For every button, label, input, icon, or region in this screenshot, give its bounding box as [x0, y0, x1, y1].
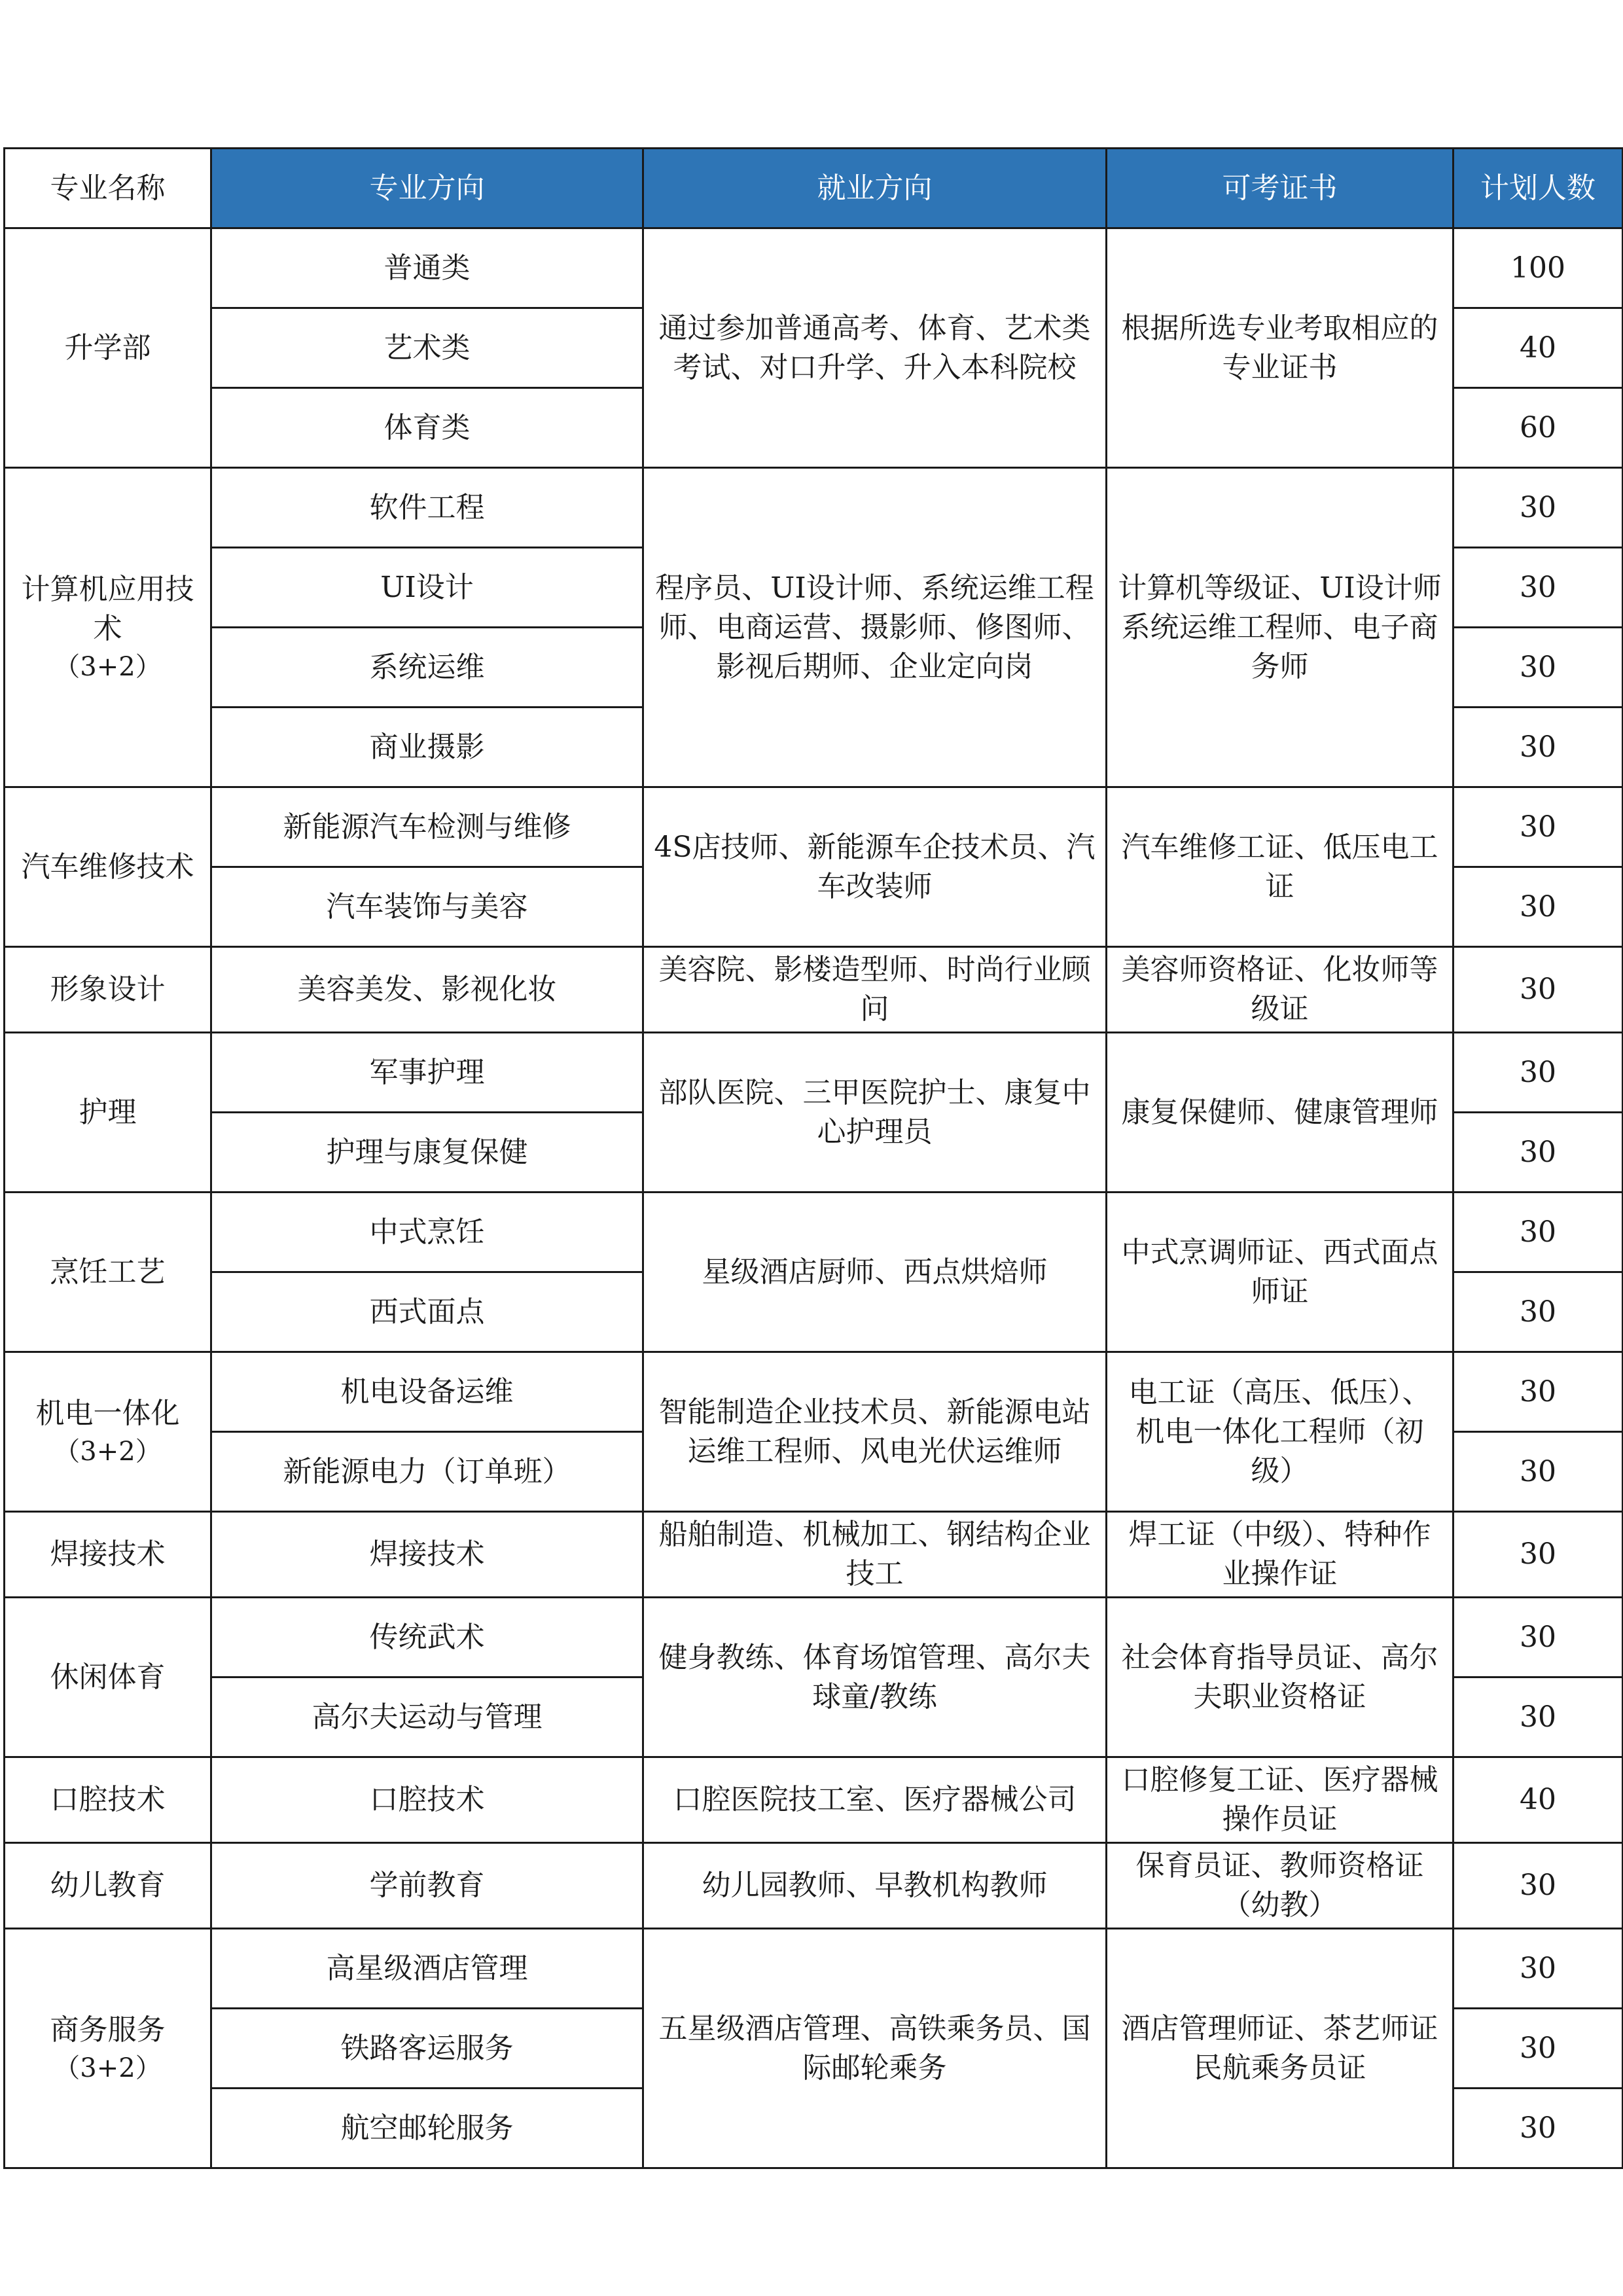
certificate-cell: 康复保健师、健康管理师: [1107, 1033, 1454, 1193]
count-cell: 30: [1454, 1352, 1623, 1432]
major-program-type: （3+2）: [54, 651, 162, 682]
employment-cell: 4S店技师、新能源车企技术员、汽车改装师: [643, 787, 1107, 947]
table-row: [5, 1512, 1623, 1598]
employment-cell: 通过参加普通高考、体育、艺术类考试、对口升学、升入本科院校: [643, 228, 1107, 468]
employment-cell: 程序员、UI设计师、系统运维工程师、电商运营、摄影师、修图师、影视后期师、企业定向岗: [643, 468, 1107, 787]
table-row: [5, 1193, 1623, 1272]
table-row: [5, 1757, 1623, 1843]
major-name-cell: [5, 1033, 211, 1193]
header-certificate: 可考证书: [1107, 149, 1454, 228]
employment-cell: 美容院、影楼造型师、时尚行业顾问: [643, 947, 1107, 1033]
count-cell: 30: [1454, 1929, 1623, 2009]
direction-cell: 中式烹饪: [211, 1193, 643, 1272]
count-cell: 30: [1454, 468, 1623, 548]
employment-cell: 口腔医院技工室、医疗器械公司: [643, 1757, 1107, 1843]
table-row: [5, 1352, 1623, 1432]
count-cell: 30: [1454, 867, 1623, 947]
direction-cell: 护理与康复保健: [211, 1113, 643, 1193]
major-name: 幼儿教育: [50, 1869, 166, 1902]
count-cell: 30: [1454, 1193, 1623, 1272]
direction-cell: 航空邮轮服务: [211, 2089, 643, 2168]
certificate-cell: 焊工证（中级）、特种作业操作证: [1107, 1512, 1454, 1598]
certificate-cell: 社会体育指导员证、高尔夫职业资格证: [1107, 1598, 1454, 1757]
major-name-cell: [5, 787, 211, 947]
count-cell: 30: [1454, 1113, 1623, 1193]
header-major: 专业名称: [5, 149, 211, 228]
certificate-cell: 美容师资格证、化妆师等级证: [1107, 947, 1454, 1033]
major-program-type: （3+2）: [54, 2053, 162, 2083]
table-body: [5, 228, 1623, 2168]
count-cell: 30: [1454, 1432, 1623, 1512]
major-name-cell: [5, 1843, 211, 1929]
direction-cell: UI设计: [211, 548, 643, 628]
table-row: [5, 1033, 1623, 1113]
count-cell: 30: [1454, 708, 1623, 787]
direction-cell: 学前教育: [211, 1843, 643, 1929]
direction-cell: 机电设备运维: [211, 1352, 643, 1432]
count-cell: 30: [1454, 2089, 1623, 2168]
count-cell: 100: [1454, 228, 1623, 308]
employment-cell: 五星级酒店管理、高铁乘务员、国际邮轮乘务: [643, 1929, 1107, 2168]
table-row: [5, 1929, 1623, 2009]
direction-cell: 新能源电力（订单班）: [211, 1432, 643, 1512]
major-name-cell: [5, 1512, 211, 1598]
direction-cell: 高星级酒店管理: [211, 1929, 643, 2009]
table-row: [5, 228, 1623, 308]
major-name: 商务服务: [50, 2013, 166, 2047]
count-cell: 60: [1454, 388, 1623, 468]
major-name: 焊接技术: [50, 1537, 166, 1571]
major-name-cell: [5, 1352, 211, 1512]
major-name: 机电一体化: [35, 1396, 180, 1430]
major-name-cell: [5, 1929, 211, 2168]
direction-cell: 美容美发、影视化妆: [211, 947, 643, 1033]
count-cell: 30: [1454, 1272, 1623, 1352]
major-name: 护理: [79, 1095, 137, 1129]
employment-cell: 智能制造企业技术员、新能源电站运维工程师、风电光伏运维师: [643, 1352, 1107, 1512]
employment-cell: 幼儿园教师、早教机构教师: [643, 1843, 1107, 1929]
major-name: 形象设计: [50, 973, 166, 1006]
count-cell: 30: [1454, 1677, 1623, 1757]
count-cell: 40: [1454, 308, 1623, 388]
direction-cell: 体育类: [211, 388, 643, 468]
major-name-cell: [5, 947, 211, 1033]
direction-cell: 商业摄影: [211, 708, 643, 787]
count-cell: 30: [1454, 1512, 1623, 1598]
major-name-cell: [5, 228, 211, 468]
major-program-type: （3+2）: [54, 1436, 162, 1467]
header-count: 计划人数: [1454, 149, 1623, 228]
count-cell: 30: [1454, 947, 1623, 1033]
major-name: 休闲体育: [50, 1660, 166, 1694]
direction-cell: 艺术类: [211, 308, 643, 388]
employment-cell: 星级酒店厨师、西点烘焙师: [643, 1193, 1107, 1352]
certificate-cell: 汽车维修工证、低压电工证: [1107, 787, 1454, 947]
major-name: 升学部: [64, 331, 151, 365]
major-name-cell: [5, 1598, 211, 1757]
direction-cell: 普通类: [211, 228, 643, 308]
major-name-cell: [5, 1193, 211, 1352]
count-cell: 40: [1454, 1757, 1623, 1843]
count-cell: 30: [1454, 628, 1623, 708]
enrollment-plan-table: [3, 147, 1623, 2169]
employment-cell: 船舶制造、机械加工、钢结构企业技工: [643, 1512, 1107, 1598]
direction-cell: 口腔技术: [211, 1757, 643, 1843]
major-name-cell: [5, 468, 211, 787]
direction-cell: 新能源汽车检测与维修: [211, 787, 643, 867]
direction-cell: 高尔夫运动与管理: [211, 1677, 643, 1757]
certificate-cell: 口腔修复工证、医疗器械操作员证: [1107, 1757, 1454, 1843]
employment-cell: 健身教练、体育场馆管理、高尔夫球童/教练: [643, 1598, 1107, 1757]
direction-cell: 军事护理: [211, 1033, 643, 1113]
direction-cell: 铁路客运服务: [211, 2009, 643, 2089]
table-header-row: [5, 149, 1623, 228]
direction-cell: 焊接技术: [211, 1512, 643, 1598]
direction-cell: 传统武术: [211, 1598, 643, 1677]
major-name-cell: [5, 1757, 211, 1843]
direction-cell: 西式面点: [211, 1272, 643, 1352]
table-row: [5, 1843, 1623, 1929]
major-name: 口腔技术: [50, 1783, 166, 1816]
count-cell: 30: [1454, 548, 1623, 628]
certificate-cell: 中式烹调师证、西式面点师证: [1107, 1193, 1454, 1352]
table-row: [5, 947, 1623, 1033]
certificate-cell: 计算机等级证、UI设计师系统运维工程师、电子商务师: [1107, 468, 1454, 787]
direction-cell: 汽车装饰与美容: [211, 867, 643, 947]
major-name: 烹饪工艺: [50, 1255, 166, 1289]
major-name: 汽车维修技术: [21, 850, 194, 884]
certificate-cell: 电工证（高压、低压）、机电一体化工程师（初级）: [1107, 1352, 1454, 1512]
certificate-cell: 酒店管理师证、茶艺师证民航乘务员证: [1107, 1929, 1454, 2168]
count-cell: 30: [1454, 787, 1623, 867]
certificate-cell: 根据所选专业考取相应的专业证书: [1107, 228, 1454, 468]
header-employment: 就业方向: [643, 149, 1107, 228]
count-cell: 30: [1454, 2009, 1623, 2089]
count-cell: 30: [1454, 1843, 1623, 1929]
table-row: [5, 468, 1623, 548]
table-row: [5, 787, 1623, 867]
count-cell: 30: [1454, 1598, 1623, 1677]
count-cell: 30: [1454, 1033, 1623, 1113]
employment-cell: 部队医院、三甲医院护士、康复中心护理员: [643, 1033, 1107, 1193]
certificate-cell: 保育员证、教师资格证（幼教）: [1107, 1843, 1454, 1929]
direction-cell: 软件工程: [211, 468, 643, 548]
header-direction: 专业方向: [211, 149, 643, 228]
direction-cell: 系统运维: [211, 628, 643, 708]
table-row: [5, 1598, 1623, 1677]
major-name: 计算机应用技术: [21, 572, 194, 645]
